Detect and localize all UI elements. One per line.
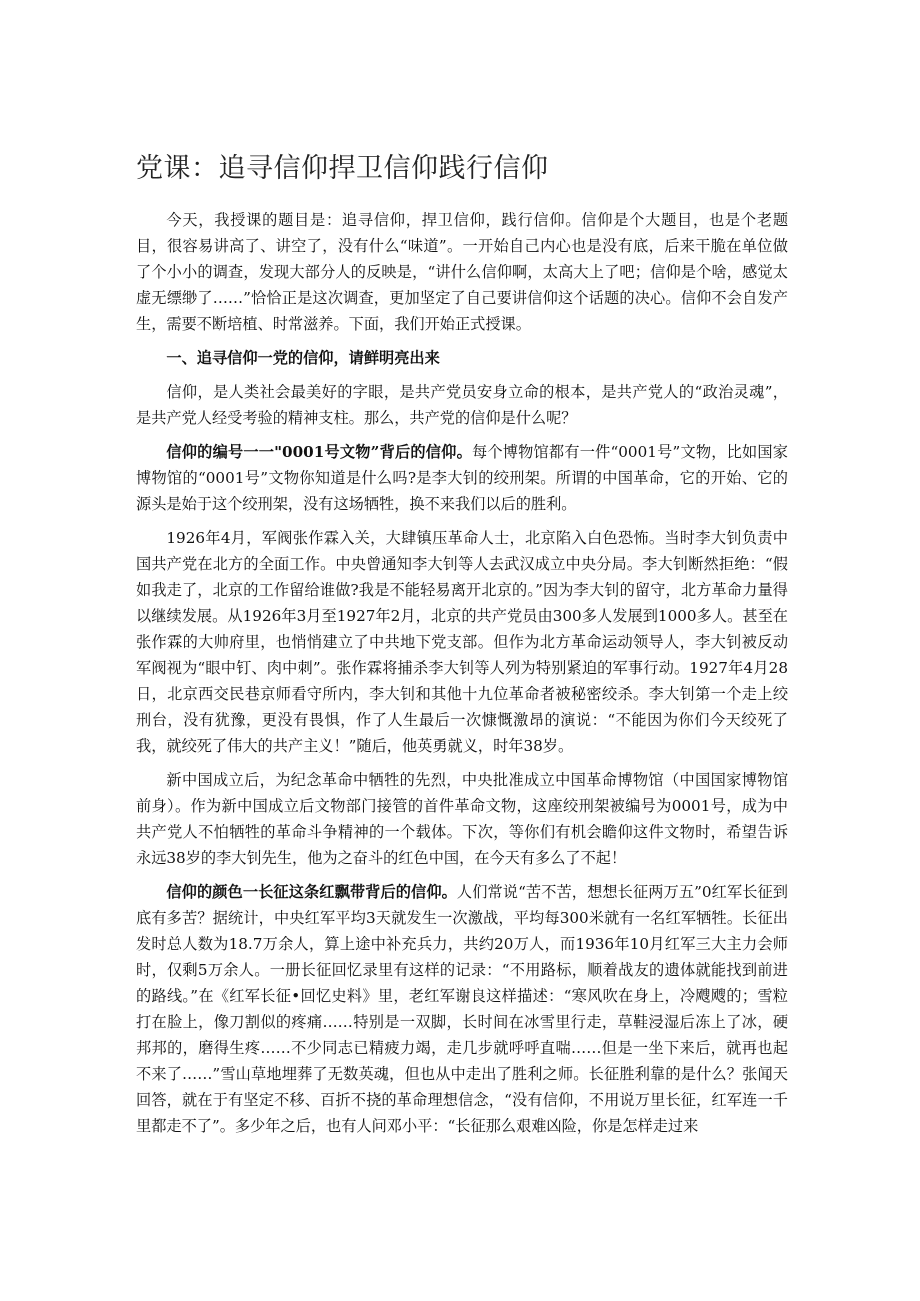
section-1-heading: 一、追寻信仰一党的信仰，请鲜明亮出来 xyxy=(166,349,440,367)
document-title: 党课：追寻信仰捍卫信仰践行信仰 xyxy=(136,153,549,184)
paragraph-5-lead: 信仰的颜色一长征这条红飘带背后的信仰。 xyxy=(166,883,457,901)
paragraph-2-lead: 信仰的编号一一"0001号文物”背后的信仰。 xyxy=(166,443,472,461)
section-1-paragraph-2 xyxy=(136,439,788,517)
section-1-paragraph-1: 信仰，是人类社会最美好的字眼，是共产党员安身立命的根本，是共产党人的“政治灵魂”，是共产党人经受考验的精神支柱。那么，共产党的信仰是什么呢？ xyxy=(136,383,788,427)
document-page xyxy=(136,146,788,1147)
paragraph-2-body: 每个博物馆都有一件“0001号”文物，比如国家博物馆的“0001号”文物你知道是什么吗?是李大钊的绞刑架。所谓的中国革命，它的开始、它的源头是始于这个绞刑架，没有这场牺牲，换不来我们以后的胜利。 xyxy=(136,443,788,513)
section-1-paragraph-5 xyxy=(136,879,788,1139)
paragraph-5-body: 人们常说“苦不苦，想想长征两万五”0红军长征到底有多苦？据统计，中央红军平均3天就发生一次激战，平均每300米就有一名红军牺牲。长征出发时总人数为18.7万余人，算上途中补充兵力，共约20万人，而1936年10月红军三大主力会师时，仅剩5万余人。一册长征回忆录里有这样的记录：“不用路标，顺着战友的遗体就能找到前进的路线。”在《红军长征•回忆史料》里，老红军谢良这样描述：“寒风吹在身上，冷飕飕的；雪粒打在脸上，像刀割似的疼痛……特别是一双脚，长时间在冰雪里行走，草鞋浸湿后冻上了冰，硬邦邦的，磨得生疼……不少同志已精疲力竭，走几步就呼呼直喘……但是一坐下来后，就再也起不来了……”雪山草地埋葬了无数英魂，但也从中走出了胜利之师。长征胜利靠的是什么？张闻天回答，就在于有坚定不移、百折不挠的革命理想信念，“没有信仰，不用说万里长征，红军连一千里都走不了”。多少年之后，也有人问邓小平：“长征那么艰难凶险，你是怎样走过来 xyxy=(136,883,788,1135)
section-1-paragraph-3: 1926年4月，军阀张作霖入关，大肆镇压革命人士，北京陷入白色恐怖。当时李大钊负责中国共产党在北方的全面工作。中央曾通知李大钊等人去武汉成立中央分局。李大钊断然拒绝：“假如我走了，北京的工作留给谁做?我是不能轻易离开北京的。”因为李大钊的留守，北方革命力量得以继续发展。从1926年3月至1927年2月，北京的共产党员由300多人发展到1000多人。甚至在张作霖的大帅府里，也悄悄建立了中共地下党支部。但作为北方革命运动领导人，李大钊被反动军阀视为“眼中钉、肉中刺”。张作霖将捕杀李大钊等人列为特别紧迫的军事行动。1927年4月28日，北京西交民巷京师看守所内，李大钊和其他十九位革命者被秘密绞杀。李大钊第一个走上绞刑台，没有犹豫，更没有畏惧，作了人生最后一次慷慨激昂的演说：“不能因为你们今天绞死了我，就绞死了伟大的共产主义！”随后，他英勇就义，时年38岁。 xyxy=(136,529,788,755)
intro-paragraph: 今天，我授课的题目是：追寻信仰，捍卫信仰，践行信仰。信仰是个大题目，也是个老题目，很容易讲高了、讲空了，没有什么“味道”。一开始自己内心也是没有底，后来干脆在单位做了个小小的调查，发现大部分人的反映是，“讲什么信仰啊，太高大上了吧；信仰是个啥，感觉太虚无缥缈了……”恰恰正是这次调查，更加坚定了自己要讲信仰这个话题的决心。信仰不会自发产生，需要不断培植、时常滋养。下面，我们开始正式授课。 xyxy=(136,211,788,333)
section-1-paragraph-4: 新中国成立后，为纪念革命中牺牲的先烈，中央批准成立中国革命博物馆（中国国家博物馆前身）。作为新中国成立后文物部门接管的首件革命文物，这座绞刑架被编号为0001号，成为中共产党人不怕牺牲的革命斗争精神的一个载体。下次，等你们有机会瞻仰这件文物时，希望告诉永远38岁的李大钊先生，他为之奋斗的红色中国，在今天有多么了不起！ xyxy=(136,771,788,867)
